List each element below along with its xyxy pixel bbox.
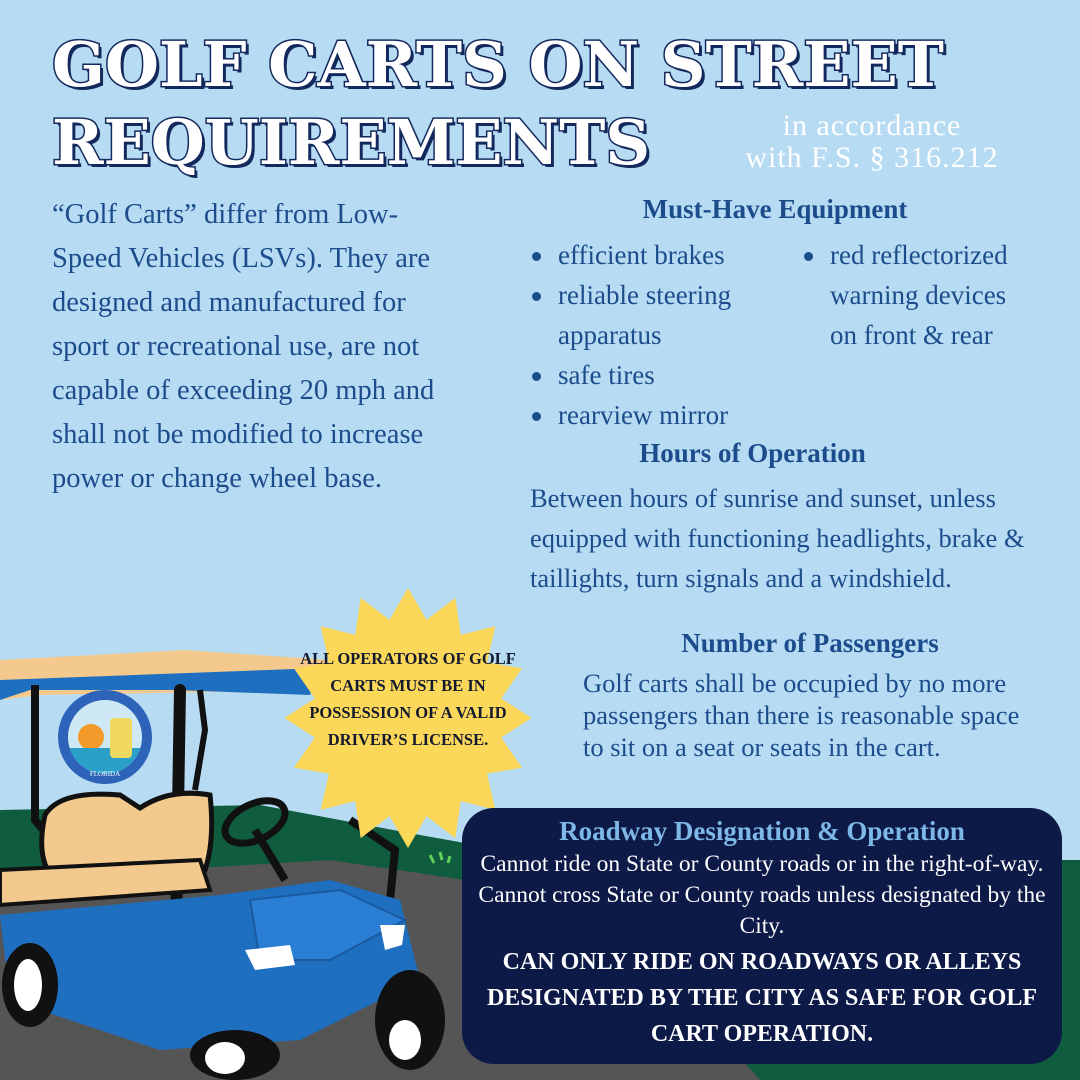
passengers-heading: Number of Passengers: [681, 628, 939, 658]
title-line-1: GOLF CARTS ON STREET: [52, 28, 944, 101]
equipment-item: efficient brakes: [530, 235, 800, 275]
equipment-heading: Must-Have Equipment: [642, 194, 908, 224]
license-notice: ALL OPERATORS OF GOLF CARTS MUST BE IN POSSESSION OF A VALID DRIVER’S LICENSE.: [300, 649, 516, 749]
title-line-2: REQUIREMENTS: [52, 106, 651, 179]
equipment-item: red reflectorized warning devices on front & rear: [802, 235, 1022, 355]
roadway-box: [462, 808, 1062, 1064]
subtitle-line-1: in accordance: [782, 109, 962, 142]
seal-bottom-text: FLORIDA: [89, 770, 121, 778]
intro-paragraph: “Golf Carts” differ from Low-Speed Vehicles (LSVs). They are designed and manufactured for sport or recreational use, are not capable of exceeding 20 mph and shall not be modified to increase power or change wheel base.: [52, 199, 435, 494]
hours-text: Between hours of sunrise and sunset, unless equipped with functioning headlights, brake & taillights, turn signals and a windshield.: [530, 483, 1025, 593]
roadway-text: Cannot ride on State or County roads or in the right-of-way. Cannot cross State or County roads unless designated by the City.: [478, 851, 1046, 939]
equipment-item: reliable steering apparatus: [530, 275, 800, 355]
subtitle: [712, 110, 1032, 174]
passengers-text: Golf carts shall be occupied by no more passengers than there is reasonable space to sit on a seat or seats in the cart.: [583, 668, 1020, 762]
equipment-item: safe tires: [530, 355, 800, 395]
hours-heading: Hours of Operation: [639, 438, 866, 468]
subtitle-line-2: with F.S. § 316.212: [745, 141, 999, 174]
equipment-list-2: [802, 235, 1022, 355]
equipment-list-1: [530, 235, 800, 435]
roadway-caps: CAN ONLY RIDE ON ROADWAYS OR ALLEYS DESIGNATED BY THE CITY AS SAFE FOR GOLF CART OPERATION.: [486, 949, 1038, 1047]
roadway-heading: Roadway Designation & Operation: [559, 816, 965, 846]
city-seal: [58, 690, 152, 784]
equipment-item: rearview mirror: [530, 395, 800, 435]
